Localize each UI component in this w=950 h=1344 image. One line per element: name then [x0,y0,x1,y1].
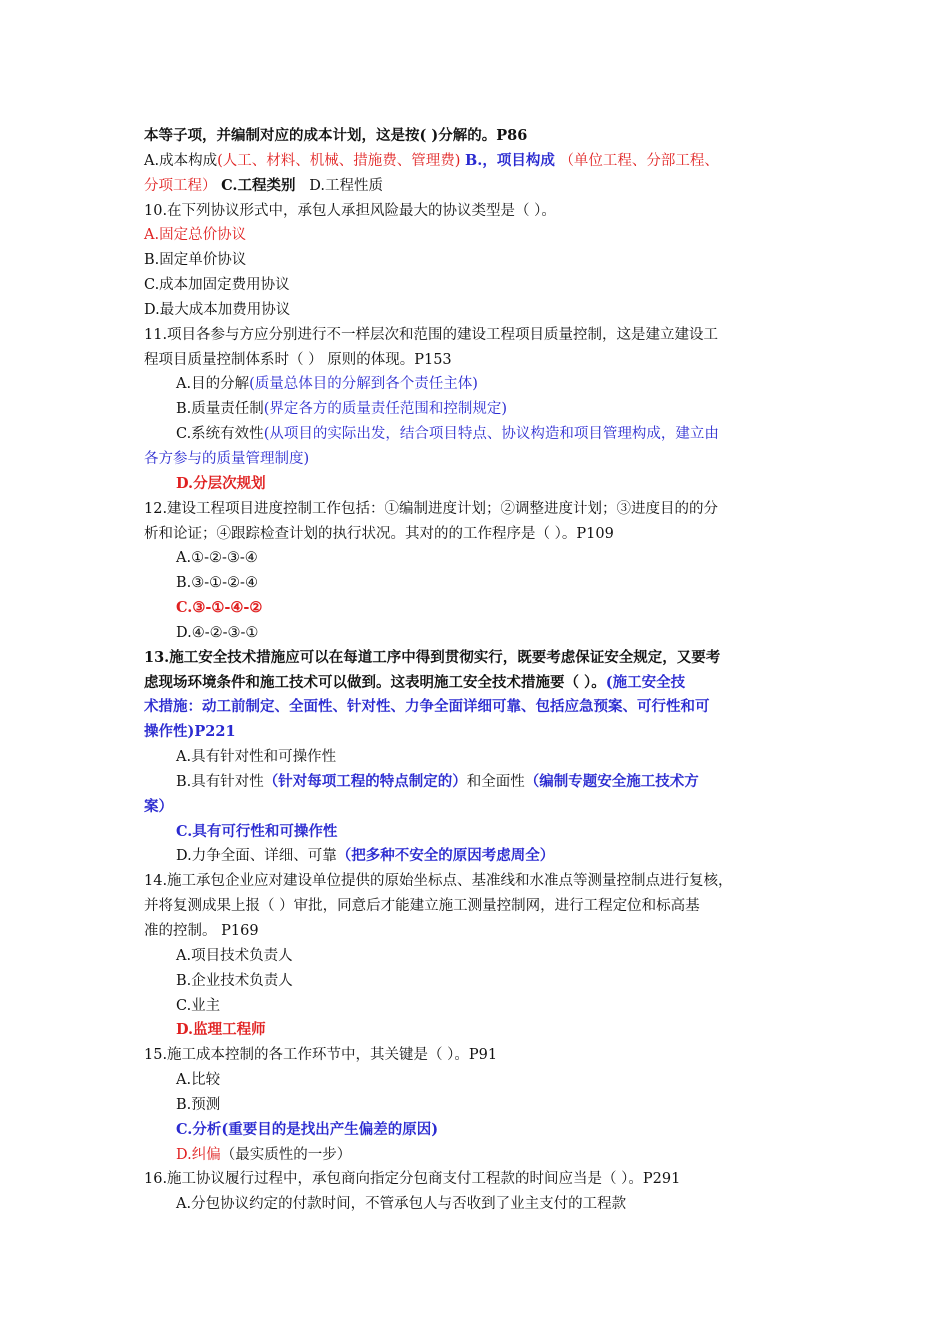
q9-option-b-note-1: （单位工程、分部工程、 [559,152,719,169]
q9-options-line1 [144,149,824,174]
q14-stem-line3: 准的控制。 P169 [144,923,259,939]
q14-option-d: D.监理工程师 [176,1021,266,1039]
q9-options-line2 [144,174,824,199]
document-page [144,124,824,1217]
q11-option-b [144,397,824,422]
q15-option-a: A.比较 [176,1072,221,1089]
q9-option-c: C.工程类别 [221,176,296,194]
q11-option-a-label: A.目的分解 [176,376,250,393]
q15-option-d-note: （最实质性的一步） [220,1146,352,1163]
q13-stem-line2-note: (施工安全技 [605,673,686,691]
q12-option-d: D.④-②-③-① [176,624,259,641]
q9-option-b: B.，项目构成 [465,151,555,169]
q10-option-d: D.最大成本加费用协议 [144,301,291,318]
q15-option-d-label: D.纠偏 [176,1146,221,1163]
q10-option-a: A.固定总价协议 [144,227,247,244]
q13-stem-line2-text: 虑现场环境条件和施工技术可以做到。这表明施工安全技术措施要（ ）。 [144,673,606,691]
q16-stem: 16.施工协议履行过程中，承包商向指定分包商支付工程款的时间应当是（ ）。P291 [144,1171,681,1188]
q13-option-b-note-1: （针对每项工程的特点制定的） [263,772,467,790]
q13-option-c: C.具有可行性和可操作性 [176,822,338,840]
q13-option-b-note-2b: 案） [144,797,173,815]
q10-option-c: C.成本加固定费用协议 [144,277,290,294]
q11-option-c-note-1: (从项目的实际出发，结合项目特点、协议构造和项目管理构成，建立由 [263,426,719,443]
q11-option-c-note-2: 各方参与的质量管理制度) [144,450,310,467]
q13-stem-line4: 操作性)P221 [144,723,236,741]
q9-option-a-note: (人工、材料、机械、措施费、管理费) [217,152,461,169]
q13-option-b-label-1: B.具有针对性 [176,773,264,790]
q14-stem-line2: 并将复测成果上报（ ）审批，同意后才能建立施工测量控制网，进行工程定位和标高基 [144,898,700,915]
q12-option-b: B.③-①-②-④ [176,575,258,592]
q13-option-d-note: （把多种不安全的原因考虑周全） [336,847,555,865]
q13-stem-line2 [144,671,824,696]
q13-option-d-label: D.力争全面、详细、可靠 [176,848,337,865]
q13-option-b [144,770,824,795]
q9-option-d: D.工程性质 [309,177,383,194]
q13-option-b-label-2: 和全面性 [466,773,525,790]
q11-option-c [144,422,824,447]
q13-option-a: A.具有针对性和可操作性 [176,749,337,766]
q15-option-b: B.预测 [176,1096,221,1113]
q11-stem-line1: 11.项目各参与方应分别进行不一样层次和范围的建设工程项目质量控制，这是建立建设工 [144,326,719,343]
q12-stem-line1: 12.建设工程项目进度控制工作包括：①编制进度计划；②调整进度计划；③进度目的的分 [144,500,719,517]
q13-stem-line1: 13.施工安全技术措施应可以在每道工序中得到贯彻实行，既要考虑保证安全规定，又要考 [144,648,721,666]
q9-option-b-note-2: 分项工程） [144,177,217,194]
q9-option-a: A.成本构成 [144,152,218,169]
q14-option-c: C.业主 [176,997,221,1014]
q10-option-b: B.固定单价协议 [144,252,247,269]
q11-option-c-label: C.系统有效性 [176,426,264,443]
q13-option-b-note-2a: （编制专题安全施工技术方 [524,772,699,790]
q15-stem: 15.施工成本控制的各工作环节中，其关键是（ ）。P91 [144,1047,498,1064]
q14-option-b: B.企业技术负责人 [176,972,293,989]
q11-stem-line2: 程项目质量控制体系时（ ） 原则的体现。P153 [144,351,452,368]
q13-stem-line3: 术措施：动工前制定、全面性、针对性、力争全面详细可靠、包括应急预案、可行性和可 [144,698,710,716]
q12-stem-line2: 析和论证；④跟踪检查计划的执行状况。其对的的工作程序是（ ）。P109 [144,525,614,542]
q12-option-a: A.①-②-③-④ [176,550,258,567]
q11-option-b-label: B.质量责任制 [176,401,264,418]
q11-option-d: D.分层次规划 [176,474,266,492]
q15-option-d [144,1143,824,1168]
q9-stem: 本等子项，并编制对应的成本计划，这是按( )分解的。P86 [144,127,528,144]
q10-stem: 10.在下列协议形式中，承包人承担风险最大的协议类型是（ ）。 [144,202,556,219]
q11-option-b-note: (界定各方的质量责任范围和控制规定) [263,401,508,418]
q16-option-a: A.分包协议约定的付款时间，不管承包人与否收到了业主支付的工程款 [176,1196,627,1213]
q14-stem-line1: 14.施工承包企业应对建设单位提供的原始坐标点、基准线和水准点等测量控制点进行复核， [144,873,733,890]
q11-option-a-note: (质量总体目的分解到各个责任主体) [249,376,478,393]
q15-option-c: C.分析(重要目的是找出产生偏差的原因) [176,1120,439,1138]
q12-option-c: C.③-①-④-② [176,599,263,617]
q14-option-a: A.项目技术负责人 [176,947,293,964]
q13-option-d [144,844,824,869]
q11-option-a [144,372,824,397]
